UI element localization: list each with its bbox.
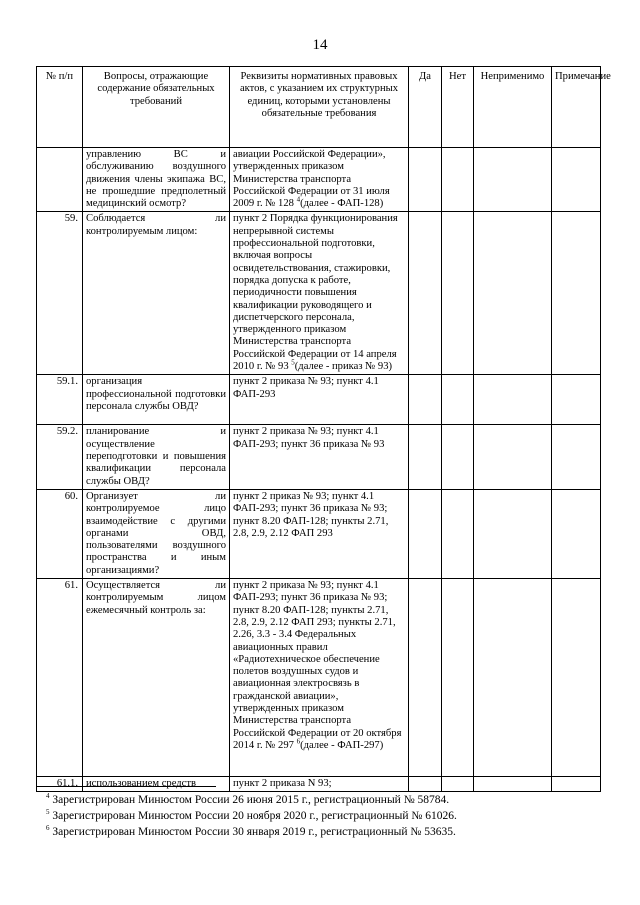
cell-na[interactable]	[474, 375, 552, 425]
row-refs: пункт 2 приказа № 93; пункт 4.1 ФАП-293	[230, 375, 409, 425]
header-no: Нет	[442, 67, 474, 148]
row-number: 61.1.	[37, 777, 83, 792]
row-question: Организует ли контролируемое лицо взаимодействие с другими органами ОВД, пользователями воздушного пространства и иным организациями?	[83, 489, 230, 578]
row-number: 61.	[37, 579, 83, 777]
row-number: 59.1.	[37, 375, 83, 425]
cell-yes[interactable]	[409, 375, 442, 425]
row-refs: авиации Российской Федерации», утвержденных приказом Министерства транспорта Российской Федерации от 31 июля 2009 г. № 128 $^4$(далее - ФАП-128)	[230, 148, 409, 212]
cell-note[interactable]	[552, 579, 601, 777]
row-question: Осуществляется ли контролируемым лицом ежемесячный контроль за:	[83, 579, 230, 777]
row-refs: пункт 2 приказа № 93; пункт 4.1 ФАП-293; пункт 36 приказа № 93; пункт 8.20 ФАП-128; пункты 2.71, 2.8, 2.9, 2.12 ФАП 293; пункты 2.71, 2.26, 3.3 - 3.4 Федеральных авиационных правил «Радиотехническое обеспечение полетов воздушных судов и авиационная электросвязь в гражданской авиации», утвержденных приказом Министерства транспорта Российской Федерации от 20 октября 2014 г. № 297 $^6$(далее - ФАП-297)	[230, 579, 409, 777]
table-row	[37, 777, 601, 792]
header-na: Неприменимо	[474, 67, 552, 148]
header-num: № п/п	[37, 67, 83, 148]
row-refs: пункт 2 приказа № 93; пункт 4.1 ФАП-293; пункт 36 приказа № 93	[230, 425, 409, 489]
header-yes: Да	[409, 67, 442, 148]
row-number: 59.2.	[37, 425, 83, 489]
cell-yes[interactable]	[409, 148, 442, 212]
cell-yes[interactable]	[409, 212, 442, 375]
row-question: организация профессиональной подготовки персонала службы ОВД?	[83, 375, 230, 425]
row-question: Соблюдается ли контролируемым лицом:	[83, 212, 230, 375]
cell-note[interactable]	[552, 425, 601, 489]
page-number: 14	[312, 37, 328, 53]
table-header-row	[37, 67, 601, 148]
cell-yes[interactable]	[409, 777, 442, 792]
cell-no[interactable]	[442, 148, 474, 212]
cell-no[interactable]	[442, 489, 474, 578]
cell-na[interactable]	[474, 777, 552, 792]
row-refs: пункт 2 приказа N 93;	[230, 777, 409, 792]
cell-note[interactable]	[552, 375, 601, 425]
cell-note[interactable]	[552, 148, 601, 212]
row-number: 59.	[37, 212, 83, 375]
row-question: планирование и осуществление переподготовки и повышения квалификации персонала службы ОВД?	[83, 425, 230, 489]
footnotes	[46, 792, 457, 840]
table-row	[37, 375, 601, 425]
row-refs: пункт 2 приказ № 93; пункт 4.1 ФАП-293; пункт 36 приказа № 93; пункт 8.20 ФАП-128; пункты 2.71, 2.8, 2.9, 2.12 ФАП 293	[230, 489, 409, 578]
row-number: 60.	[37, 489, 83, 578]
footnote: $^5$ Зарегистрирован Минюстом России 20 ноября 2020 г., регистрационный № 61026.	[46, 808, 457, 822]
cell-no[interactable]	[442, 375, 474, 425]
table-row	[37, 212, 601, 375]
cell-note[interactable]	[552, 777, 601, 792]
cell-no[interactable]	[442, 212, 474, 375]
requirements-table	[36, 66, 611, 792]
cell-na[interactable]	[474, 212, 552, 375]
header-question: Вопросы, отражающие содержание обязательных требований	[83, 67, 230, 148]
row-refs: пункт 2 Порядка функционирования непрерывной системы профессиональной подготовки, включая вопросы освидетельствования, стажировки, порядка допуска к работе, периодичности повышения квалификации руководящего и диспетчерского персонала, утвержденного приказом Министерства транспорта Российской Федерации от 14 апреля 2010 г. № 93 $^5$(далее - приказ № 93)	[230, 212, 409, 375]
cell-yes[interactable]	[409, 489, 442, 578]
row-question: управлению ВС и обслуживанию воздушного движения члены экипажа ВС, не прошедшие предполетный медицинский осмотр?	[83, 148, 230, 212]
cell-note[interactable]	[552, 212, 601, 375]
table-row	[37, 425, 601, 489]
cell-na[interactable]	[474, 489, 552, 578]
cell-no[interactable]	[442, 425, 474, 489]
footnote: $^6$ Зарегистрирован Минюстом России 30 января 2019 г., регистрационный № 53635.	[46, 824, 456, 838]
cell-na[interactable]	[474, 148, 552, 212]
cell-na[interactable]	[474, 425, 552, 489]
header-note: Примечание	[552, 67, 601, 148]
table-row	[37, 579, 601, 777]
table-row	[37, 148, 601, 212]
table-row	[37, 489, 601, 578]
footnote-divider	[36, 786, 216, 787]
cell-na[interactable]	[474, 579, 552, 777]
cell-no[interactable]	[442, 579, 474, 777]
footnote: $^4$ Зарегистрирован Минюстом России 26 июня 2015 г., регистрационный № 58784.	[46, 792, 450, 806]
header-refs: Реквизиты нормативных правовых актов, с указанием их структурных единиц, которыми установлены обязательные требования	[230, 67, 409, 148]
cell-note[interactable]	[552, 489, 601, 578]
cell-no[interactable]	[442, 777, 474, 792]
row-number	[37, 148, 83, 212]
cell-yes[interactable]	[409, 425, 442, 489]
row-question: использованием средств	[83, 777, 230, 792]
cell-yes[interactable]	[409, 579, 442, 777]
